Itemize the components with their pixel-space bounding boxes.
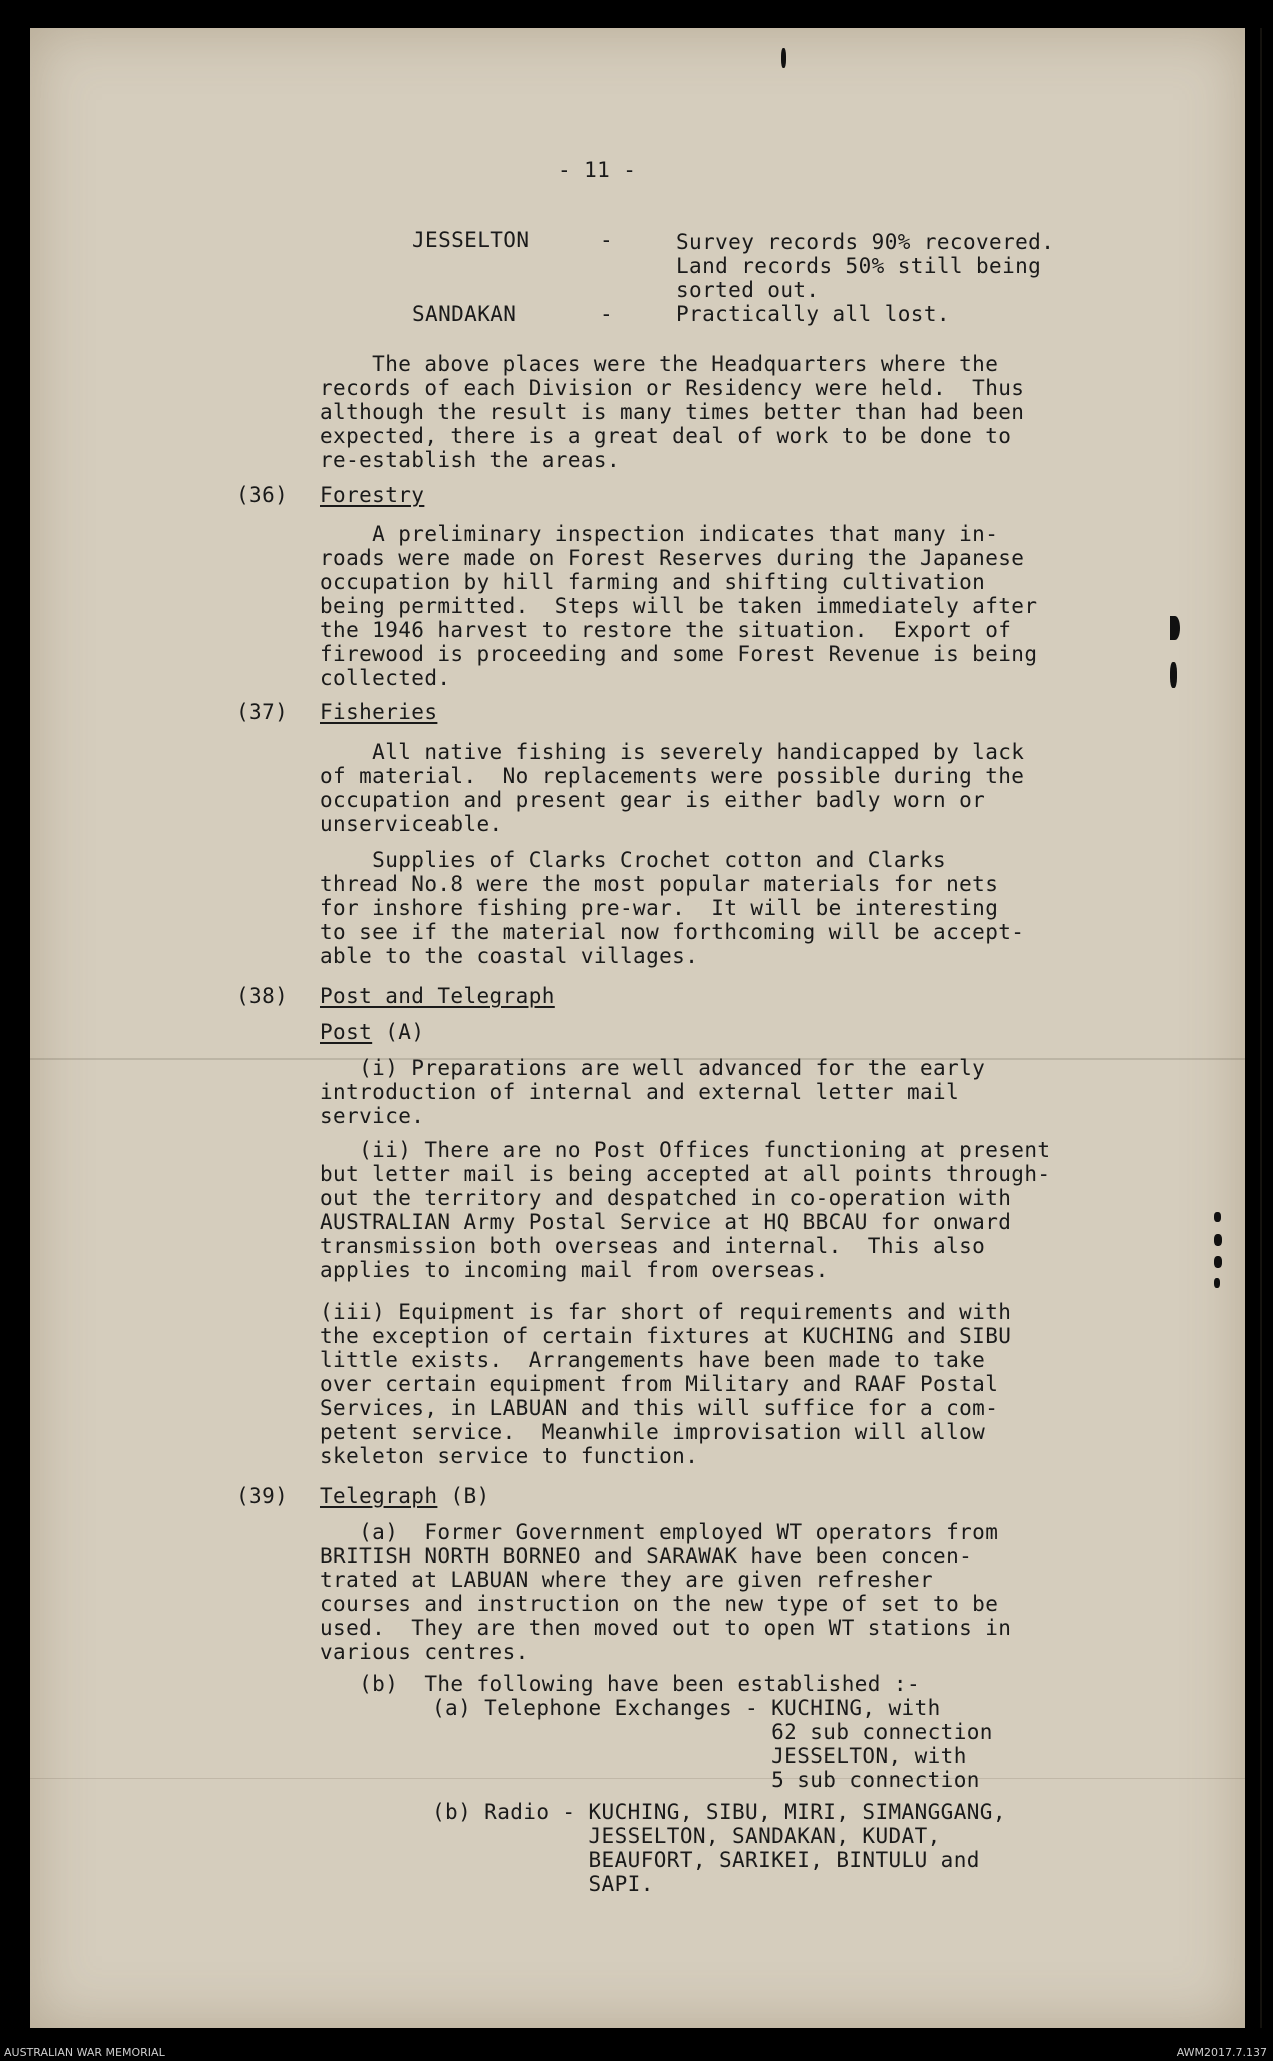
records-line: sorted out. [676, 278, 820, 302]
paragraph-line: transmission both overseas and internal. This also [320, 1234, 986, 1258]
section-heading-forestry: Forestry [320, 483, 425, 507]
fold-line-vertical [1260, 28, 1262, 2028]
list-line: JESSELTON, SANDAKAN, KUDAT, [432, 1824, 941, 1848]
paragraph-line: petent service. Meanwhile improvisation will allow [320, 1420, 986, 1444]
list-line: (a) Telephone Exchanges - KUCHING, with [432, 1696, 941, 1720]
ink-mark-right-3 [1214, 1212, 1221, 1222]
footer-reference: AWM2017.7.137 [1176, 2046, 1267, 2059]
subheading-post-suffix: (A) [372, 1020, 425, 1044]
paragraph-line: re-establish the areas. [320, 448, 620, 472]
paragraph-line: of material. No replacements were possible during the [320, 764, 1025, 788]
records-line: Land records 50% still being [676, 254, 1042, 278]
paragraph-line: firewood is proceeding and some Forest Revenue is being [320, 642, 1038, 666]
paragraph-line: to see if the material now forthcoming will be accept- [320, 920, 1025, 944]
paragraph-line: courses and instruction on the new type of set to be [320, 1592, 999, 1616]
telegraph-suffix: (B) [437, 1484, 490, 1508]
ink-mark-right-4 [1214, 1234, 1222, 1246]
paragraph-line: skeleton service to function. [320, 1444, 699, 1468]
paragraph-line: various centres. [320, 1640, 529, 1664]
paragraph-line: roads were made on Forest Reserves during the Japanese [320, 546, 1025, 570]
list-line: BEAUFORT, SARIKEI, BINTULU and [432, 1848, 980, 1872]
records-dash-jesselton: - [600, 228, 614, 252]
records-dash-sandakan: - [600, 302, 614, 326]
paragraph-line: records of each Division or Residency were held. Thus [320, 376, 1025, 400]
records-place-sandakan: SANDAKAN [412, 302, 517, 326]
paragraph-line: occupation and present gear is either badly worn or [320, 788, 986, 812]
ink-mark-right-6 [1214, 1278, 1220, 1288]
paragraph-line: out the territory and despatched in co-operation with [320, 1186, 1012, 1210]
list-line: JESSELTON, with [432, 1744, 967, 1768]
list-line: 5 sub connection [432, 1768, 980, 1792]
paragraph-line: (i) Preparations are well advanced for the early [320, 1056, 986, 1080]
paragraph-line: (iii) Equipment is far short of requirements and with [320, 1300, 1012, 1324]
footer-source: AUSTRALIAN WAR MEMORIAL [4, 2046, 165, 2059]
paragraph-line: thread No.8 were the most popular materials for nets [320, 872, 999, 896]
ink-mark-right-1 [1170, 616, 1180, 640]
subheading-post [320, 1020, 424, 1045]
paragraph-line: although the result is many times better than had been [320, 400, 1025, 424]
records-line: Practically all lost. [676, 302, 950, 326]
paragraph-line: applies to incoming mail from overseas. [320, 1258, 829, 1282]
list-line: 62 sub connection [432, 1720, 993, 1744]
paragraph-line: introduction of internal and external letter mail [320, 1080, 960, 1104]
subheading-post-label: Post [320, 1020, 373, 1044]
page-number: - 11 - [558, 158, 637, 182]
paragraph-line: service. [320, 1104, 425, 1128]
paragraph-line: over certain equipment from Military and RAAF Postal [320, 1372, 999, 1396]
paragraph-line: the exception of certain fixtures at KUCHING and SIBU [320, 1324, 1012, 1348]
paragraph-line: (ii) There are no Post Offices functioning at present [320, 1138, 1051, 1162]
ink-mark-right-2 [1170, 662, 1177, 688]
paragraph-line: able to the coastal villages. [320, 944, 699, 968]
paragraph-line: Services, in LABUAN and this will suffice for a com- [320, 1396, 999, 1420]
paragraph-line: occupation by hill farming and shifting cultivation [320, 570, 986, 594]
paragraph-line: (a) Former Government employed WT operators from [320, 1520, 999, 1544]
list-line: SAPI. [432, 1872, 654, 1896]
paragraph-line: expected, there is a great deal of work to be done to [320, 424, 1012, 448]
paragraph-line: little exists. Arrangements have been made to take [320, 1348, 986, 1372]
records-line: Survey records 90% recovered. [676, 230, 1055, 254]
paragraph-line: All native fishing is severely handicapped by lack [320, 740, 1025, 764]
paragraph-line: for inshore fishing pre-war. It will be interesting [320, 896, 999, 920]
paragraph-line: being permitted. Steps will be taken immediately after [320, 594, 1038, 618]
paragraph-line: collected. [320, 666, 451, 690]
section-heading-telegraph [320, 1484, 490, 1509]
ink-mark-right-5 [1214, 1256, 1222, 1268]
section-number-39: (39) [236, 1484, 289, 1508]
paragraph-line: but letter mail is being accepted at all points through- [320, 1162, 1051, 1186]
section-heading-fisheries: Fisheries [320, 700, 438, 724]
paragraph-line: A preliminary inspection indicates that many in- [320, 522, 999, 546]
records-place-jesselton: JESSELTON [412, 228, 530, 252]
ink-mark-top [781, 48, 786, 68]
paragraph-line: AUSTRALIAN Army Postal Service at HQ BBCAU for onward [320, 1210, 1012, 1234]
section-number-37: (37) [236, 700, 289, 724]
paragraph-line: the 1946 harvest to restore the situation. Export of [320, 618, 1012, 642]
list-line: (b) Radio - KUCHING, SIBU, MIRI, SIMANGGANG, [432, 1800, 1006, 1824]
telegraph-label: Telegraph [320, 1484, 438, 1508]
paragraph-line: Supplies of Clarks Crochet cotton and Clarks [320, 848, 947, 872]
section-heading-post-telegraph: Post and Telegraph [320, 984, 555, 1008]
paragraph-line: unserviceable. [320, 812, 503, 836]
section-number-36: (36) [236, 483, 289, 507]
paragraph-line: The above places were the Headquarters where the [320, 352, 999, 376]
paragraph-line: BRITISH NORTH BORNEO and SARAWAK have been concen- [320, 1544, 973, 1568]
paragraph-line: used. They are then moved out to open WT stations in [320, 1616, 1012, 1640]
paragraph-line: trated at LABUAN where they are given refresher [320, 1568, 934, 1592]
telegraph-item-b-intro: (b) The following have been established :- [320, 1672, 920, 1696]
section-number-38: (38) [236, 984, 289, 1008]
